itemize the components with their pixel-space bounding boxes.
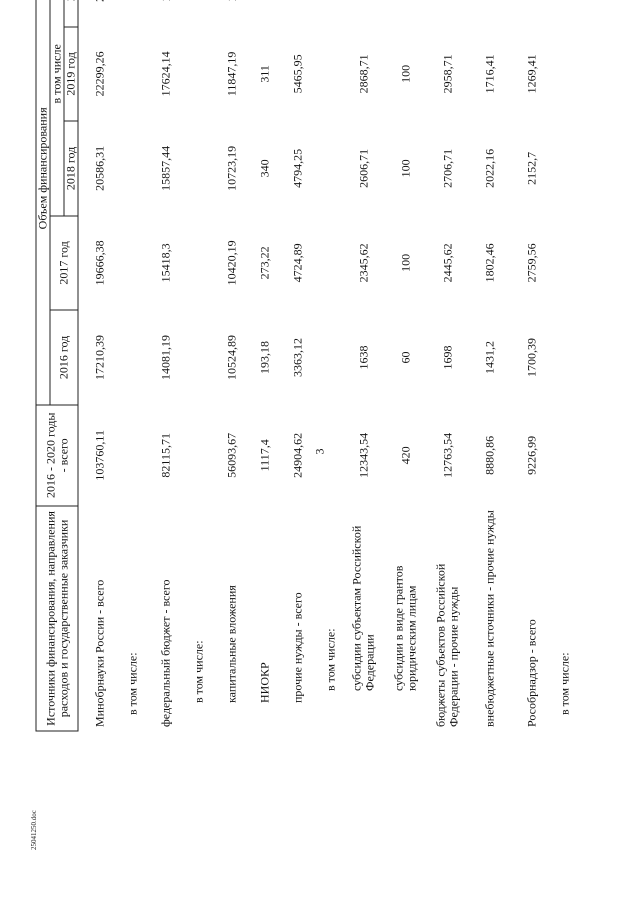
financing-table <box>36 0 577 732</box>
row-label: бюджеты субъектов Российской Федерации - прочие нужды <box>433 563 461 727</box>
table-row <box>187 0 211 731</box>
cell: 1638 <box>356 345 370 370</box>
row-label: федеральный бюджет - всего <box>158 579 172 727</box>
cell <box>78 0 121 27</box>
table-row <box>427 0 469 731</box>
cell: 19666,38 <box>92 240 106 286</box>
cell: 2606,71 <box>356 148 370 188</box>
cell <box>211 0 253 27</box>
cell: 17210,39 <box>92 334 106 380</box>
cell <box>253 0 277 27</box>
page-number: 3 <box>312 448 327 455</box>
table-row <box>211 0 253 731</box>
cell: 1431,2 <box>482 340 496 374</box>
cell: 4794,25 <box>290 148 304 188</box>
row-label: прочие нужды - всего <box>290 592 304 703</box>
cell: 11847,19 <box>224 51 238 97</box>
table-row <box>319 0 343 731</box>
cell: 24904,62 <box>290 432 304 478</box>
table-row <box>385 0 427 731</box>
cell: 82115,71 <box>158 433 172 478</box>
cell: 340 <box>257 159 271 178</box>
cell: 8880,86 <box>482 435 496 475</box>
cell: 100 <box>398 253 412 272</box>
cell: 2706,71 <box>440 148 454 188</box>
row-label: внебюджетные источники - прочие нужды <box>482 510 496 727</box>
cell <box>145 0 187 27</box>
cell: 1269,41 <box>524 54 538 94</box>
row-label: Рособрнадзор - всего <box>524 619 538 727</box>
cell: 56093,67 <box>224 432 238 478</box>
header-year-2017: 2017 год <box>50 216 78 311</box>
cell: 1698 <box>440 345 454 370</box>
row-label: в том числе: <box>323 628 337 691</box>
cell: 2445,62 <box>440 243 454 283</box>
cell <box>343 0 385 27</box>
header-total: 2016 - 2020 годы - всего <box>36 405 78 506</box>
table-row <box>343 0 385 731</box>
cell: 12343,54 <box>356 432 370 478</box>
cell: 273,22 <box>257 246 271 280</box>
cell: 2152,7 <box>524 151 538 185</box>
cell: 5465,95 <box>290 54 304 94</box>
cell: 1700,39 <box>524 337 538 377</box>
table-row <box>145 0 187 731</box>
cell: 10723,19 <box>224 145 238 191</box>
row-label: Минобрнауки России - всего <box>92 579 106 727</box>
header-year-2020 <box>64 0 78 27</box>
cell: 10420,19 <box>224 240 238 286</box>
header-year-2018: 2018 год <box>64 121 78 216</box>
cell: 2022,16 <box>482 148 496 188</box>
cell: 20586,31 <box>92 145 106 191</box>
cell: 4724,89 <box>290 243 304 283</box>
cell: 10524,89 <box>224 334 238 380</box>
table-row <box>469 0 511 731</box>
header-volume: Объем финансирования <box>36 0 50 405</box>
cell: 60 <box>398 351 412 364</box>
table-row <box>78 0 121 731</box>
cell: 420 <box>398 446 412 465</box>
cell: 22299,26 <box>92 51 106 97</box>
table-row <box>553 0 577 731</box>
row-label: в том числе: <box>557 652 571 715</box>
row-label: субсидии в виде грантов юридическим лицам <box>391 565 419 691</box>
row-label: субсидии субъектам Российской Федерации <box>349 525 377 691</box>
cell: 1802,46 <box>482 243 496 283</box>
rotated-sheet <box>36 0 581 732</box>
cell <box>511 0 553 27</box>
cell: 3363,12 <box>290 337 304 377</box>
cell: 2958,71 <box>440 54 454 94</box>
row-label: в том числе: <box>125 652 139 715</box>
row-label: в том числе: <box>191 640 205 703</box>
cell: 12763,54 <box>440 432 454 478</box>
cell: 1716,41 <box>482 54 496 94</box>
header-year-2019: 2019 год <box>64 27 78 122</box>
cell: 14081,19 <box>158 334 172 380</box>
cell <box>385 0 427 27</box>
cell: 15418,3 <box>158 243 172 283</box>
cell: 2868,71 <box>356 54 370 94</box>
cell: 1117,4 <box>257 439 271 472</box>
table-row <box>277 0 319 731</box>
document-filename: 25041250.doc <box>30 810 38 850</box>
cell: 100 <box>398 64 412 83</box>
cell: 100 <box>398 159 412 178</box>
cell: 2345,62 <box>356 243 370 283</box>
cell: 103760,11 <box>92 430 106 481</box>
header-year-2016: 2016 год <box>50 310 78 405</box>
cell <box>469 0 511 27</box>
cell: 2759,56 <box>524 243 538 283</box>
cell <box>277 0 319 27</box>
row-label: капитальные вложения <box>224 585 238 703</box>
header-incl: в том числе <box>50 0 64 216</box>
table-row <box>121 0 145 731</box>
table-row <box>253 0 277 731</box>
cell: 193,18 <box>257 340 271 374</box>
cell: 15857,44 <box>158 145 172 191</box>
header-source: Источники финансирования, направления расходов и государственные заказчики <box>36 506 78 731</box>
cell: 9226,99 <box>524 435 538 475</box>
cell <box>427 0 469 27</box>
cell: 17624,14 <box>158 51 172 97</box>
table-row <box>511 0 553 731</box>
cell: 311 <box>257 65 271 83</box>
row-label: НИОКР <box>257 662 271 703</box>
